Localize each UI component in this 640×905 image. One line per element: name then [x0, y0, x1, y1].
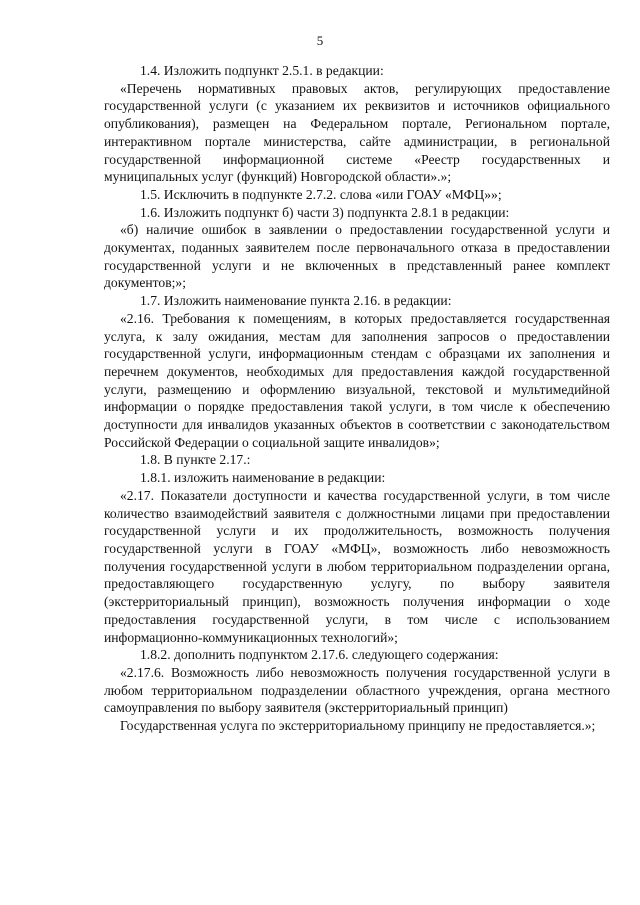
- paragraph: 1.8.1. изложить наименование в редакции:: [140, 470, 386, 486]
- paragraph: 1.4. Изложить подпункт 2.5.1. в редакции:: [140, 63, 384, 78]
- page-number: 5: [316, 33, 324, 48]
- paragraph: «2.17.6. Возможность либо невозможность получения государственной услуги в любом территориальном подразделении областного учреждения, органа местного самоуправления по выбору заявителя (экстерриториальный принцип): [104, 664, 610, 716]
- paragraph: «б) наличие ошибок в заявлении о предоставлении государственной услуги и документах, поданных заявителем после первоначального отказа в предоставлении государственной услуги и не включенных в представленный ранее комплект документов;»;: [104, 222, 610, 291]
- paragraph: 1.5. Исключить в подпункте 2.7.2. слова «или ГОАУ «МФЦ»»;: [140, 186, 502, 202]
- paragraph: 1.8.2. дополнить подпунктом 2.17.6. следующего содержания:: [140, 647, 499, 663]
- paragraph: 1.7. Изложить наименование пункта 2.16. в редакции:: [140, 293, 452, 309]
- document-body: [104, 62, 610, 735]
- paragraph: Государственная услуга по экстерриториальному принципу не предоставляется.»;: [120, 718, 596, 734]
- paragraph: 1.8. В пункте 2.17.:: [140, 452, 251, 468]
- paragraph: «2.17. Показатели доступности и качества государственной услуги, в том числе количество взаимодействий заявителя с должностными лицами при предоставлении государственной услуги и их продолжительность, возможность получения государственной услуги в ГОАУ «МФЦ», возможность либо невозможность получения государственной услуги в любом территориальном подразделении органа, предоставляющего государственную услугу, по выбору заявителя (экстерриториальный принцип), возможность получения информации о ходе предоставления государственной услуги, в том числе с использованием информационно-коммуникационных технологий»;: [104, 487, 610, 645]
- paragraph: 1.6. Изложить подпункт б) части 3) подпункта 2.8.1 в редакции:: [140, 204, 510, 220]
- paragraph: «2.16. Требования к помещениям, в которых предоставляется государственная услуга, к залу ожидания, местам для заполнения запросов о предоставлении государственной услуги, информационным стендам с образцами их заполнения и перечнем документов, необходимых для предоставления каждой государственной услуги, размещению и оформлению визуальной, текстовой и мультимедийной информации о порядке предоставления такой услуги, в том числе к обеспечению доступности для инвалидов указанных объектов в соответствии с законодательством Российской Федерации о социальной защите инвалидов»;: [104, 310, 610, 450]
- paragraph: «Перечень нормативных правовых актов, регулирующих предоставление государственной услуги (с указанием их реквизитов и источников официального опубликования), размещен на Федеральном портале, Региональном портале, интерактивном портале министерства, сайте администрации, в региональной государственной информационной системе «Реестр государственных и муниципальных услуг (функций) Новгородской области».»;: [104, 80, 610, 185]
